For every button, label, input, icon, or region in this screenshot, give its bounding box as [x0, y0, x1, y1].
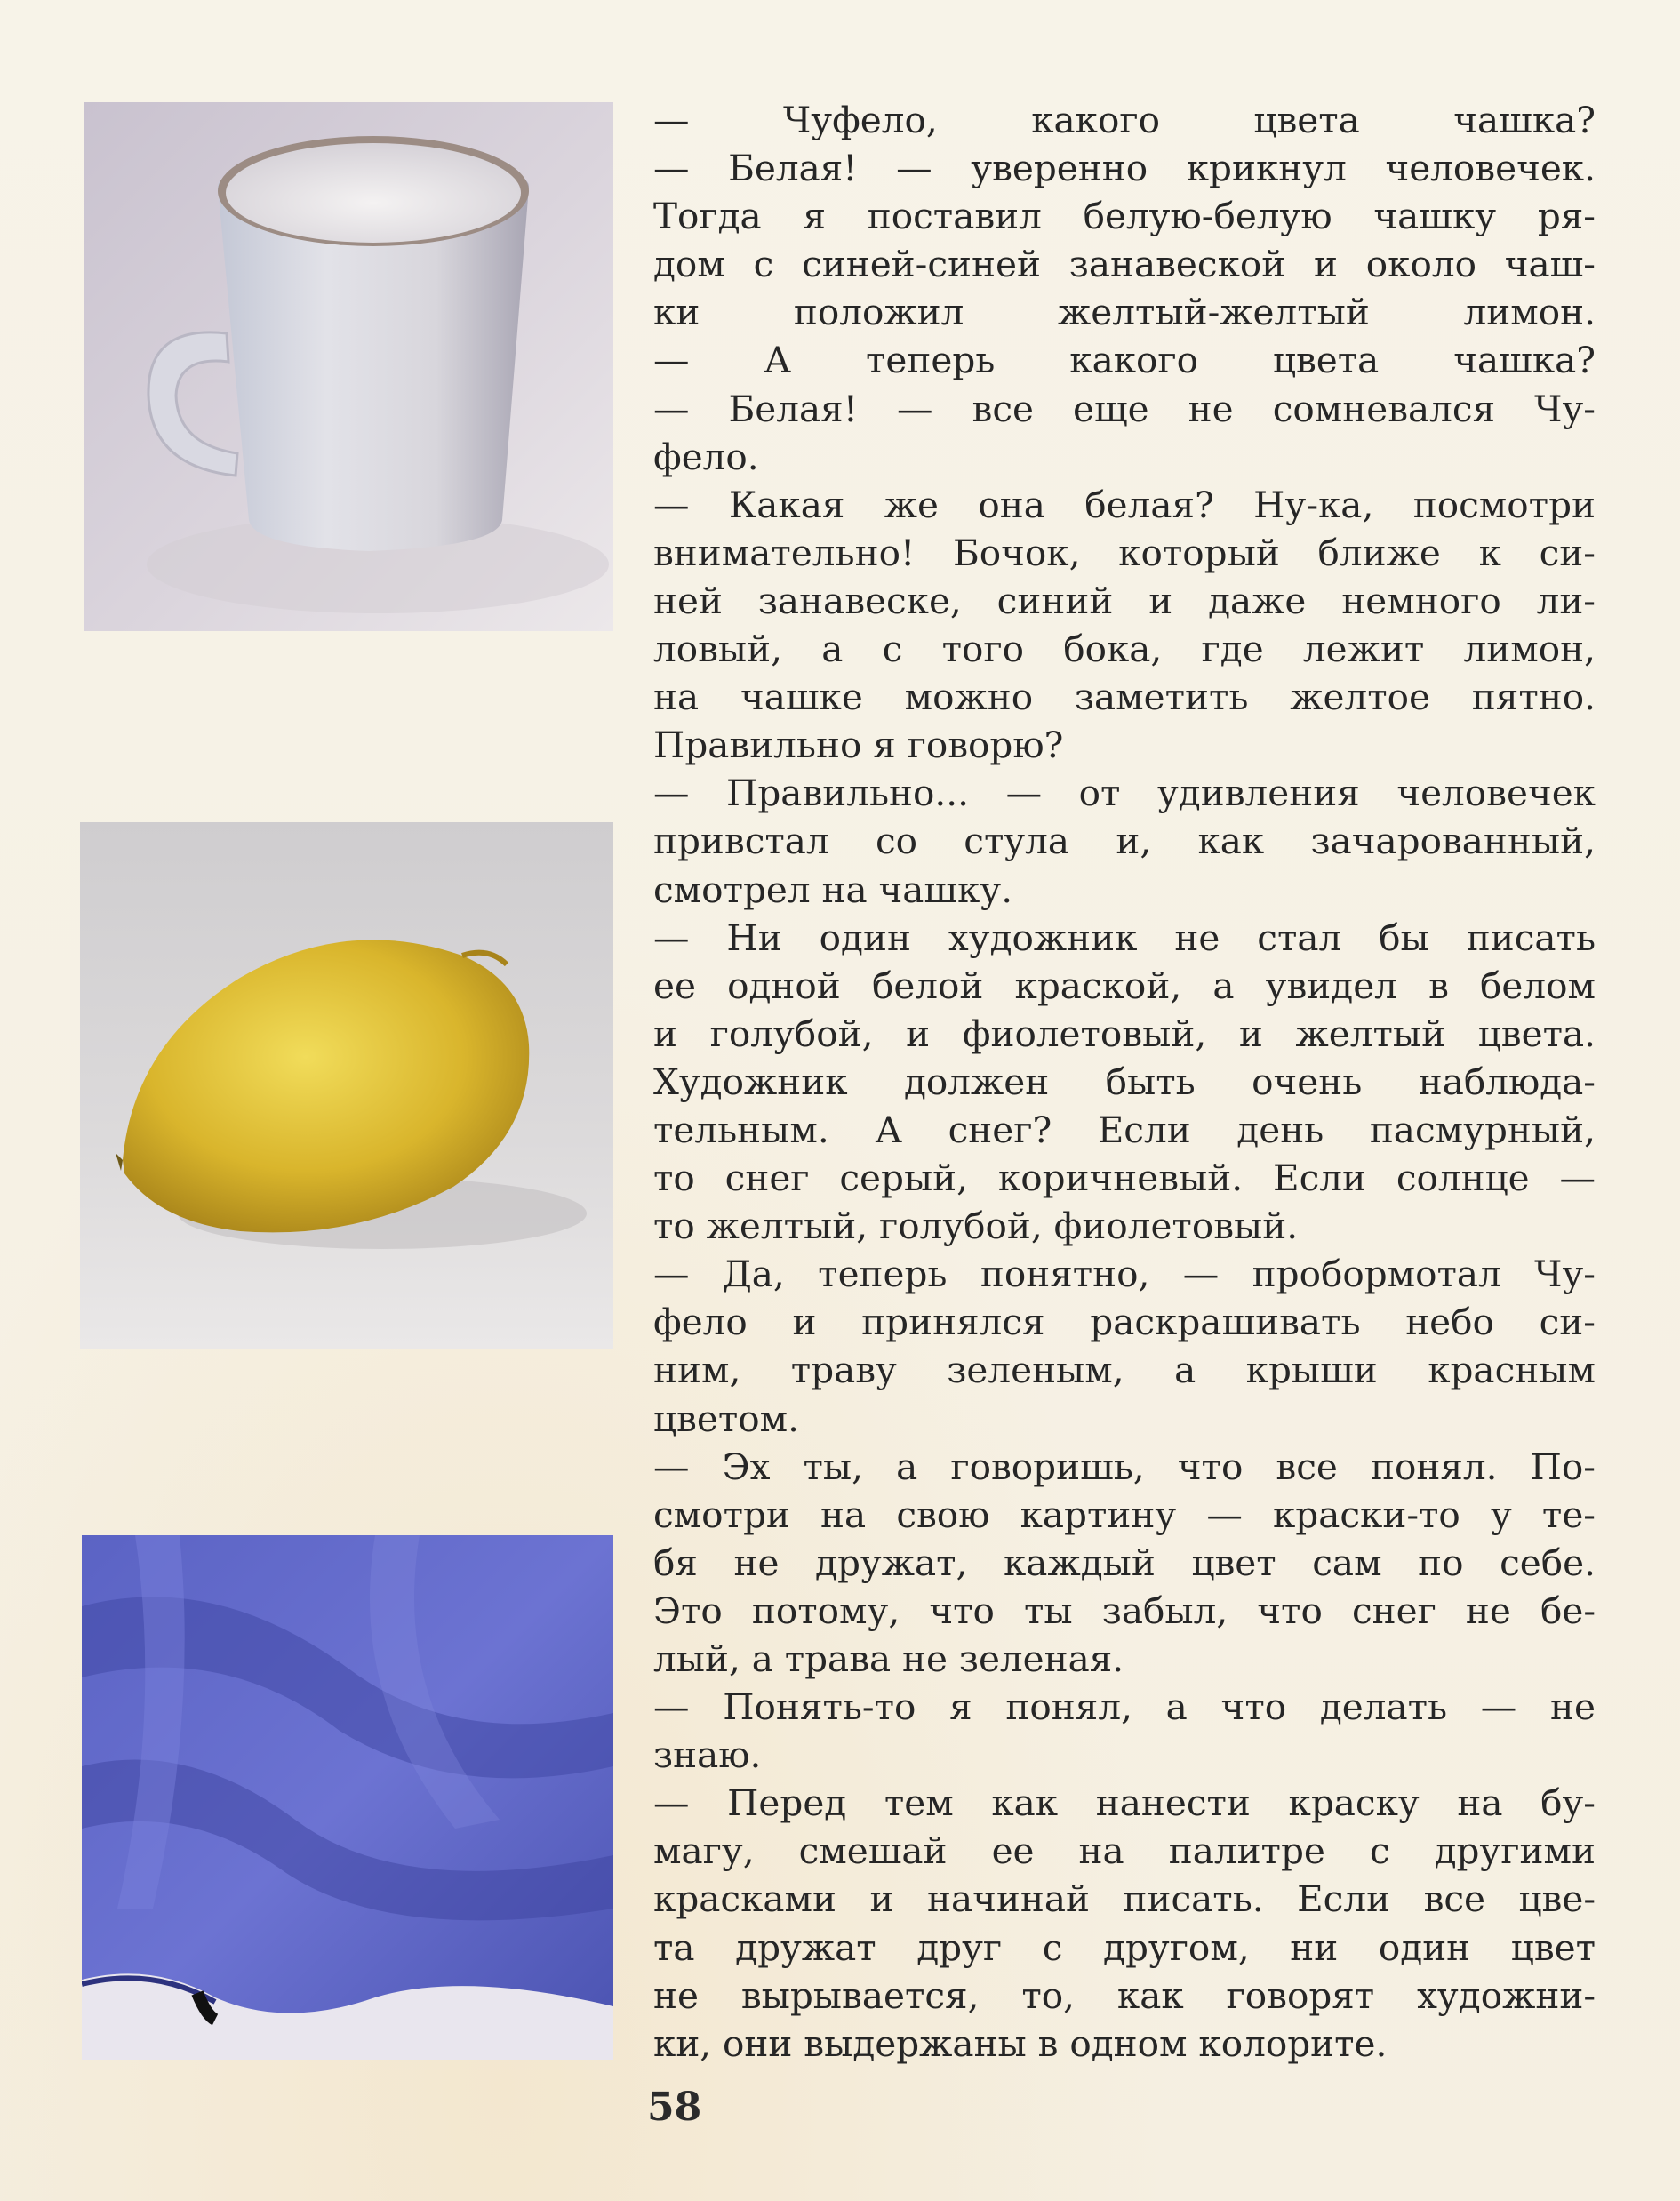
- text-line: — Чуфело, какого цвета чашка?: [653, 99, 1596, 141]
- text-line: внимательно! Бочок, который ближе к си-: [653, 531, 1596, 574]
- text-line: привстал со стула и, как зачарованный,: [653, 820, 1596, 863]
- text-line: красками и начинай писать. Если все цве-: [653, 1877, 1596, 1921]
- text-line: — А теперь какого цвета чашка?: [653, 339, 1596, 382]
- text-line: смотри на свою картину — краски-то у те-: [653, 1493, 1596, 1536]
- text-line: бя не дружат, каждый цвет сам по себе.: [653, 1541, 1596, 1584]
- text-line: ки положил желтый-желтый лимон.: [653, 291, 1596, 334]
- text-line: ней занавеске, синий и даже немного ли-: [653, 579, 1596, 622]
- text-line: ки, они выдержаны в одном колорите.: [653, 2021, 1388, 2065]
- text-line: ее одной белой краской, а увидел в белом: [653, 964, 1596, 1007]
- text-line: то снег серый, коричневый. Если солнце —: [653, 1157, 1596, 1200]
- cup-illustration: [84, 102, 613, 631]
- text-line: дом с синей-синей занавеской и около чаш-: [653, 243, 1596, 286]
- text-line: ловый, а с того бока, где лежит лимон,: [653, 628, 1596, 671]
- text-line: Это потому, что ты забыл, что снег не бе-: [653, 1589, 1596, 1632]
- text-line: — Перед тем как нанести краску на бу-: [653, 1781, 1596, 1825]
- text-line: фело.: [653, 435, 759, 478]
- lemon-illustration: [80, 822, 613, 1349]
- text-line: смотрел на чашку.: [653, 868, 1013, 911]
- text-line: цветом.: [653, 1397, 799, 1440]
- cloth-photo: [82, 1535, 613, 2060]
- story-text: [653, 96, 1596, 2068]
- text-line: — Белая! — все еще не сомневался Чу-: [653, 387, 1596, 430]
- text-line: — Да, теперь понятно, — пробормотал Чу-: [653, 1253, 1596, 1296]
- text-line: то желтый, голубой, фиолетовый.: [653, 1205, 1299, 1248]
- text-line: и голубой, и фиолетовый, и желтый цвета.: [653, 1012, 1596, 1055]
- cloth-illustration: [82, 1535, 613, 2060]
- cup-photo: [84, 102, 613, 631]
- text-line: — Эх ты, а говоришь, что все понял. По-: [653, 1445, 1596, 1488]
- text-line: — Белая! — уверенно крикнул человечек.: [653, 147, 1596, 190]
- text-line: Правильно я говорю?: [653, 724, 1064, 767]
- page-number: 58: [647, 2085, 702, 2130]
- text-line: ним, траву зеленым, а крыши красным: [653, 1349, 1596, 1392]
- text-line: та дружат друг с другом, ни один цвет: [653, 1925, 1596, 1969]
- text-line: — Правильно... — от удивления человечек: [653, 772, 1596, 815]
- lemon-photo: [80, 822, 613, 1349]
- text-line: не вырывается, то, как говорят художни-: [653, 1973, 1596, 2017]
- text-line: знаю.: [653, 1733, 762, 1777]
- text-line: тельным. А снег? Если день пасмурный,: [653, 1108, 1596, 1151]
- text-line: магу, смешай ее на палитре с другими: [653, 1829, 1596, 1873]
- text-line: — Ни один художник не стал бы писать: [653, 916, 1596, 959]
- text-line: Художник должен быть очень наблюда-: [653, 1060, 1596, 1103]
- text-line: лый, а трава не зеленая.: [653, 1637, 1124, 1680]
- text-line: на чашке можно заметить желтое пятно.: [653, 676, 1596, 719]
- text-line: — Какая же она белая? Ну-ка, посмотри: [653, 483, 1596, 526]
- text-line: фело и принялся раскрашивать небо си-: [653, 1301, 1596, 1344]
- text-line: — Понять-то я понял, а что делать — не: [653, 1685, 1596, 1729]
- text-line: Тогда я поставил белую-белую чашку ря-: [653, 195, 1596, 238]
